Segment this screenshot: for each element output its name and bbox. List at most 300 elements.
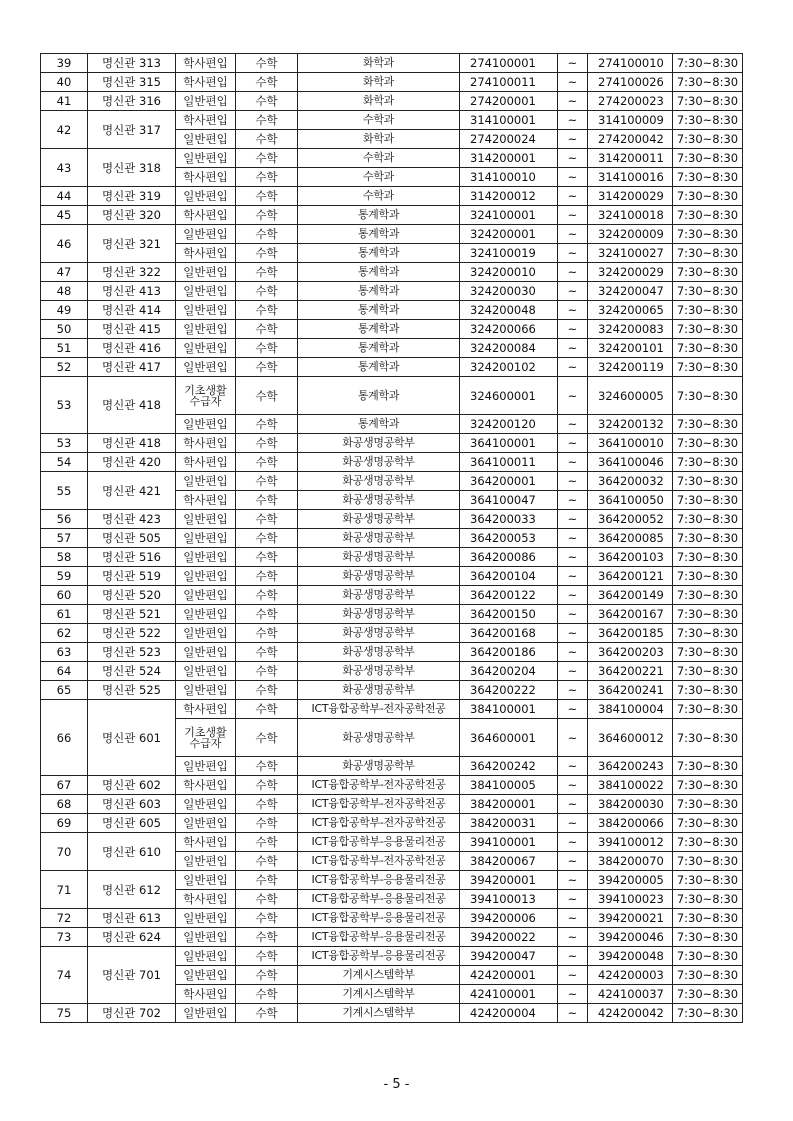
tilde-cell: ~: [558, 168, 588, 187]
room-number-cell: 68: [41, 795, 88, 814]
room-name-cell: 명신관 505: [88, 529, 176, 548]
end-cell: 384200066: [588, 814, 673, 833]
room-name-cell: 명신관 413: [88, 282, 176, 301]
time-cell: 7:30~8:30: [673, 187, 743, 206]
start-cell: 364200150: [460, 605, 558, 624]
time-cell: 7:30~8:30: [673, 624, 743, 643]
dept-cell: 통계학과: [298, 377, 460, 415]
room-number-cell: 52: [41, 358, 88, 377]
table-row: [41, 282, 743, 301]
room-number-cell: 50: [41, 320, 88, 339]
room-number-cell: 42: [41, 111, 88, 149]
tilde-cell: ~: [558, 776, 588, 795]
type-cell: 일반편입: [176, 358, 236, 377]
start-cell: 364600001: [460, 719, 558, 757]
start-cell: 274100001: [460, 54, 558, 73]
room-name-cell: 명신관 601: [88, 700, 176, 776]
end-cell: 364100050: [588, 491, 673, 510]
type-cell: 일반편입: [176, 795, 236, 814]
room-number-cell: 65: [41, 681, 88, 700]
type-cell: 학사편입: [176, 890, 236, 909]
end-cell: 394100012: [588, 833, 673, 852]
start-cell: 424200004: [460, 1004, 558, 1023]
subject-cell: 수학: [236, 624, 298, 643]
room-name-cell: 명신관 613: [88, 909, 176, 928]
table-row: [41, 681, 743, 700]
tilde-cell: ~: [558, 852, 588, 871]
end-cell: 364100010: [588, 434, 673, 453]
room-name-cell: 명신관 523: [88, 643, 176, 662]
dept-cell: 화공생명공학부: [298, 472, 460, 491]
dept-cell: 기계시스템학부: [298, 985, 460, 1004]
room-name-cell: 명신관 320: [88, 206, 176, 225]
room-number-cell: 72: [41, 909, 88, 928]
type-cell: 일반편입: [176, 662, 236, 681]
table-row: [41, 947, 743, 966]
subject-cell: 수학: [236, 510, 298, 529]
time-cell: 7:30~8:30: [673, 415, 743, 434]
dept-cell: ICT융합공학부-응용물리전공: [298, 928, 460, 947]
start-cell: 314200001: [460, 149, 558, 168]
type-cell: 일반편입: [176, 909, 236, 928]
type-cell: 기초생활 수급자: [176, 719, 236, 757]
time-cell: 7:30~8:30: [673, 681, 743, 700]
subject-cell: 수학: [236, 548, 298, 567]
tilde-cell: ~: [558, 301, 588, 320]
type-cell: 학사편입: [176, 434, 236, 453]
time-cell: 7:30~8:30: [673, 339, 743, 358]
type-cell: 일반편입: [176, 757, 236, 776]
start-cell: 364200122: [460, 586, 558, 605]
type-cell: 일반편입: [176, 567, 236, 586]
type-cell: 일반편입: [176, 529, 236, 548]
table-row: [41, 510, 743, 529]
tilde-cell: ~: [558, 339, 588, 358]
start-cell: 364100001: [460, 434, 558, 453]
subject-cell: 수학: [236, 358, 298, 377]
start-cell: 364200168: [460, 624, 558, 643]
tilde-cell: ~: [558, 833, 588, 852]
dept-cell: 화공생명공학부: [298, 586, 460, 605]
end-cell: 364600012: [588, 719, 673, 757]
tilde-cell: ~: [558, 529, 588, 548]
time-cell: 7:30~8:30: [673, 890, 743, 909]
start-cell: 364200001: [460, 472, 558, 491]
start-cell: 424100001: [460, 985, 558, 1004]
subject-cell: 수학: [236, 187, 298, 206]
table-row: [41, 73, 743, 92]
dept-cell: 통계학과: [298, 320, 460, 339]
tilde-cell: ~: [558, 244, 588, 263]
time-cell: 7:30~8:30: [673, 757, 743, 776]
tilde-cell: ~: [558, 966, 588, 985]
room-name-cell: 명신관 603: [88, 795, 176, 814]
dept-cell: 화공생명공학부: [298, 681, 460, 700]
dept-cell: 화공생명공학부: [298, 529, 460, 548]
room-number-cell: 57: [41, 529, 88, 548]
room-name-cell: 명신관 516: [88, 548, 176, 567]
start-cell: 324200084: [460, 339, 558, 358]
tilde-cell: ~: [558, 928, 588, 947]
start-cell: 384200067: [460, 852, 558, 871]
start-cell: 394100001: [460, 833, 558, 852]
start-cell: 394200022: [460, 928, 558, 947]
tilde-cell: ~: [558, 415, 588, 434]
room-number-cell: 54: [41, 453, 88, 472]
room-number-cell: 51: [41, 339, 88, 358]
dept-cell: 화학과: [298, 92, 460, 111]
tilde-cell: ~: [558, 795, 588, 814]
exam-room-table: [40, 53, 743, 1023]
end-cell: 324200047: [588, 282, 673, 301]
dept-cell: ICT융합공학부-응용물리전공: [298, 909, 460, 928]
table-row: [41, 1004, 743, 1023]
end-cell: 364200185: [588, 624, 673, 643]
table-row: [41, 358, 743, 377]
table-row: [41, 320, 743, 339]
tilde-cell: ~: [558, 548, 588, 567]
dept-cell: 통계학과: [298, 282, 460, 301]
room-number-cell: 53: [41, 377, 88, 434]
time-cell: 7:30~8:30: [673, 814, 743, 833]
type-cell: 학사편입: [176, 244, 236, 263]
end-cell: 384100004: [588, 700, 673, 719]
table-row: [41, 339, 743, 358]
start-cell: 324100001: [460, 206, 558, 225]
type-cell: 일반편입: [176, 130, 236, 149]
table-row: [41, 472, 743, 491]
type-cell: 학사편입: [176, 491, 236, 510]
table-row: [41, 586, 743, 605]
subject-cell: 수학: [236, 643, 298, 662]
room-number-cell: 48: [41, 282, 88, 301]
subject-cell: 수학: [236, 662, 298, 681]
end-cell: 324200009: [588, 225, 673, 244]
tilde-cell: ~: [558, 586, 588, 605]
tilde-cell: ~: [558, 491, 588, 510]
dept-cell: 수학과: [298, 187, 460, 206]
room-number-cell: 67: [41, 776, 88, 795]
subject-cell: 수학: [236, 890, 298, 909]
time-cell: 7:30~8:30: [673, 54, 743, 73]
subject-cell: 수학: [236, 814, 298, 833]
dept-cell: ICT융합공학부-응용물리전공: [298, 947, 460, 966]
room-number-cell: 59: [41, 567, 88, 586]
room-name-cell: 명신관 610: [88, 833, 176, 871]
time-cell: 7:30~8:30: [673, 472, 743, 491]
subject-cell: 수학: [236, 149, 298, 168]
time-cell: 7:30~8:30: [673, 206, 743, 225]
table-row: [41, 776, 743, 795]
start-cell: 324200030: [460, 282, 558, 301]
type-cell: 학사편입: [176, 776, 236, 795]
type-cell: 일반편입: [176, 548, 236, 567]
dept-cell: 통계학과: [298, 415, 460, 434]
dept-cell: ICT융합공학부-응용물리전공: [298, 833, 460, 852]
type-cell: 학사편입: [176, 54, 236, 73]
room-number-cell: 74: [41, 947, 88, 1004]
start-cell: 324200010: [460, 263, 558, 282]
time-cell: 7:30~8:30: [673, 567, 743, 586]
tilde-cell: ~: [558, 187, 588, 206]
dept-cell: ICT융합공학부-전자공학전공: [298, 795, 460, 814]
tilde-cell: ~: [558, 225, 588, 244]
end-cell: 424200003: [588, 966, 673, 985]
tilde-cell: ~: [558, 377, 588, 415]
exam-room-table-wrapper: [40, 53, 743, 1023]
dept-cell: 화학과: [298, 130, 460, 149]
dept-cell: 통계학과: [298, 206, 460, 225]
time-cell: 7:30~8:30: [673, 928, 743, 947]
time-cell: 7:30~8:30: [673, 605, 743, 624]
end-cell: 384200070: [588, 852, 673, 871]
start-cell: 384100005: [460, 776, 558, 795]
subject-cell: 수학: [236, 947, 298, 966]
room-number-cell: 60: [41, 586, 88, 605]
start-cell: 274100011: [460, 73, 558, 92]
time-cell: 7:30~8:30: [673, 510, 743, 529]
tilde-cell: ~: [558, 358, 588, 377]
subject-cell: 수학: [236, 244, 298, 263]
tilde-cell: ~: [558, 871, 588, 890]
dept-cell: ICT융합공학부-전자공학전공: [298, 700, 460, 719]
page-number: - 5 -: [383, 1077, 410, 1092]
time-cell: 7:30~8:30: [673, 244, 743, 263]
table-row: [41, 377, 743, 415]
room-number-cell: 41: [41, 92, 88, 111]
start-cell: 364200086: [460, 548, 558, 567]
tilde-cell: ~: [558, 510, 588, 529]
time-cell: 7:30~8:30: [673, 643, 743, 662]
start-cell: 274200001: [460, 92, 558, 111]
time-cell: 7:30~8:30: [673, 662, 743, 681]
room-name-cell: 명신관 522: [88, 624, 176, 643]
end-cell: 324100027: [588, 244, 673, 263]
dept-cell: ICT융합공학부-응용물리전공: [298, 890, 460, 909]
start-cell: 324200066: [460, 320, 558, 339]
tilde-cell: ~: [558, 567, 588, 586]
time-cell: 7:30~8:30: [673, 301, 743, 320]
subject-cell: 수학: [236, 225, 298, 244]
subject-cell: 수학: [236, 453, 298, 472]
subject-cell: 수학: [236, 928, 298, 947]
dept-cell: 화공생명공학부: [298, 605, 460, 624]
room-number-cell: 46: [41, 225, 88, 263]
table-row: [41, 871, 743, 890]
start-cell: 364200242: [460, 757, 558, 776]
subject-cell: 수학: [236, 529, 298, 548]
room-number-cell: 71: [41, 871, 88, 909]
tilde-cell: ~: [558, 757, 588, 776]
room-name-cell: 명신관 313: [88, 54, 176, 73]
subject-cell: 수학: [236, 320, 298, 339]
time-cell: 7:30~8:30: [673, 586, 743, 605]
subject-cell: 수학: [236, 301, 298, 320]
tilde-cell: ~: [558, 814, 588, 833]
type-cell: 학사편입: [176, 453, 236, 472]
room-number-cell: 47: [41, 263, 88, 282]
tilde-cell: ~: [558, 149, 588, 168]
subject-cell: 수학: [236, 871, 298, 890]
room-name-cell: 명신관 602: [88, 776, 176, 795]
type-cell: 일반편입: [176, 282, 236, 301]
tilde-cell: ~: [558, 453, 588, 472]
room-number-cell: 63: [41, 643, 88, 662]
table-row: [41, 700, 743, 719]
end-cell: 424200042: [588, 1004, 673, 1023]
type-cell: 일반편입: [176, 415, 236, 434]
room-number-cell: 43: [41, 149, 88, 187]
room-name-cell: 명신관 702: [88, 1004, 176, 1023]
time-cell: 7:30~8:30: [673, 320, 743, 339]
end-cell: 314100009: [588, 111, 673, 130]
end-cell: 394200048: [588, 947, 673, 966]
subject-cell: 수학: [236, 605, 298, 624]
room-name-cell: 명신관 624: [88, 928, 176, 947]
tilde-cell: ~: [558, 681, 588, 700]
time-cell: 7:30~8:30: [673, 225, 743, 244]
end-cell: 274200042: [588, 130, 673, 149]
tilde-cell: ~: [558, 605, 588, 624]
room-name-cell: 명신관 605: [88, 814, 176, 833]
end-cell: 314200029: [588, 187, 673, 206]
time-cell: 7:30~8:30: [673, 168, 743, 187]
room-number-cell: 73: [41, 928, 88, 947]
table-row: [41, 263, 743, 282]
room-name-cell: 명신관 420: [88, 453, 176, 472]
table-row: [41, 548, 743, 567]
type-cell: 일반편입: [176, 966, 236, 985]
room-number-cell: 44: [41, 187, 88, 206]
end-cell: 314100016: [588, 168, 673, 187]
dept-cell: 화공생명공학부: [298, 624, 460, 643]
room-name-cell: 명신관 423: [88, 510, 176, 529]
time-cell: 7:30~8:30: [673, 130, 743, 149]
start-cell: 394200047: [460, 947, 558, 966]
time-cell: 7:30~8:30: [673, 434, 743, 453]
room-name-cell: 명신관 519: [88, 567, 176, 586]
subject-cell: 수학: [236, 776, 298, 795]
start-cell: 364200204: [460, 662, 558, 681]
start-cell: 424200001: [460, 966, 558, 985]
time-cell: 7:30~8:30: [673, 700, 743, 719]
end-cell: 364200203: [588, 643, 673, 662]
type-cell: 학사편입: [176, 833, 236, 852]
type-cell: 일반편입: [176, 301, 236, 320]
dept-cell: 화공생명공학부: [298, 643, 460, 662]
room-number-cell: 39: [41, 54, 88, 73]
dept-cell: 통계학과: [298, 263, 460, 282]
room-number-cell: 69: [41, 814, 88, 833]
end-cell: 394200005: [588, 871, 673, 890]
room-name-cell: 명신관 322: [88, 263, 176, 282]
tilde-cell: ~: [558, 624, 588, 643]
type-cell: 일반편입: [176, 92, 236, 111]
dept-cell: 화공생명공학부: [298, 567, 460, 586]
table-row: [41, 206, 743, 225]
start-cell: 364200033: [460, 510, 558, 529]
room-name-cell: 명신관 524: [88, 662, 176, 681]
subject-cell: 수학: [236, 111, 298, 130]
dept-cell: 화공생명공학부: [298, 719, 460, 757]
type-cell: 일반편입: [176, 947, 236, 966]
table-row: [41, 567, 743, 586]
tilde-cell: ~: [558, 662, 588, 681]
dept-cell: 화공생명공학부: [298, 510, 460, 529]
type-cell: 일반편입: [176, 605, 236, 624]
subject-cell: 수학: [236, 339, 298, 358]
start-cell: 364200104: [460, 567, 558, 586]
end-cell: 324200065: [588, 301, 673, 320]
end-cell: 274100010: [588, 54, 673, 73]
table-row: [41, 928, 743, 947]
dept-cell: 화공생명공학부: [298, 757, 460, 776]
tilde-cell: ~: [558, 700, 588, 719]
table-row: [41, 814, 743, 833]
room-number-cell: 56: [41, 510, 88, 529]
time-cell: 7:30~8:30: [673, 947, 743, 966]
room-number-cell: 49: [41, 301, 88, 320]
type-cell: 일반편입: [176, 586, 236, 605]
type-cell: 일반편입: [176, 510, 236, 529]
room-name-cell: 명신관 421: [88, 472, 176, 510]
type-cell: 일반편입: [176, 339, 236, 358]
time-cell: 7:30~8:30: [673, 529, 743, 548]
type-cell: 학사편입: [176, 700, 236, 719]
subject-cell: 수학: [236, 491, 298, 510]
tilde-cell: ~: [558, 320, 588, 339]
start-cell: 324200120: [460, 415, 558, 434]
end-cell: 324200119: [588, 358, 673, 377]
start-cell: 364200186: [460, 643, 558, 662]
end-cell: 384100022: [588, 776, 673, 795]
dept-cell: 화공생명공학부: [298, 453, 460, 472]
dept-cell: 기계시스템학부: [298, 1004, 460, 1023]
time-cell: 7:30~8:30: [673, 453, 743, 472]
table-row: [41, 795, 743, 814]
time-cell: 7:30~8:30: [673, 985, 743, 1004]
tilde-cell: ~: [558, 947, 588, 966]
subject-cell: 수학: [236, 1004, 298, 1023]
time-cell: 7:30~8:30: [673, 719, 743, 757]
end-cell: 384200030: [588, 795, 673, 814]
subject-cell: 수학: [236, 472, 298, 491]
end-cell: 324600005: [588, 377, 673, 415]
start-cell: 394200006: [460, 909, 558, 928]
type-cell: 일반편입: [176, 149, 236, 168]
subject-cell: 수학: [236, 909, 298, 928]
end-cell: 364200085: [588, 529, 673, 548]
time-cell: 7:30~8:30: [673, 491, 743, 510]
dept-cell: 화학과: [298, 73, 460, 92]
subject-cell: 수학: [236, 377, 298, 415]
subject-cell: 수학: [236, 795, 298, 814]
time-cell: 7:30~8:30: [673, 966, 743, 985]
dept-cell: 수학과: [298, 111, 460, 130]
start-cell: 364200053: [460, 529, 558, 548]
subject-cell: 수학: [236, 434, 298, 453]
room-name-cell: 명신관 315: [88, 73, 176, 92]
type-cell: 일반편입: [176, 472, 236, 491]
subject-cell: 수학: [236, 130, 298, 149]
subject-cell: 수학: [236, 586, 298, 605]
end-cell: 364100046: [588, 453, 673, 472]
type-cell: 일반편입: [176, 1004, 236, 1023]
dept-cell: ICT융합공학부-응용물리전공: [298, 871, 460, 890]
start-cell: 314100001: [460, 111, 558, 130]
room-number-cell: 45: [41, 206, 88, 225]
table-row: [41, 662, 743, 681]
